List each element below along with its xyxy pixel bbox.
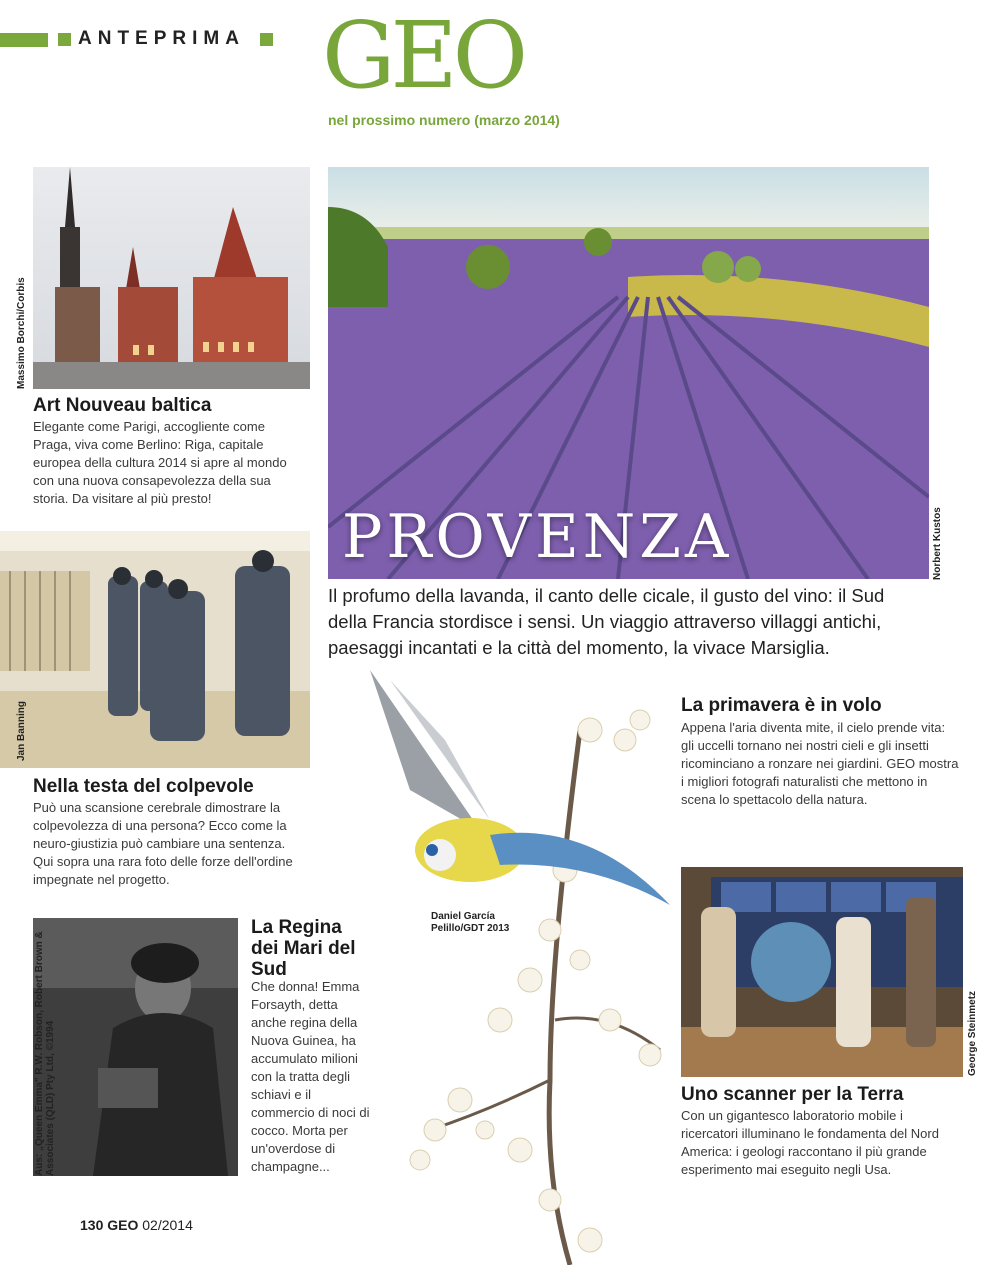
provence-credit: Norbert Kustos: [932, 507, 943, 580]
folio-magazine: GEO: [107, 1217, 139, 1233]
riga-title: Art Nouveau baltica: [33, 395, 212, 416]
guards-photo: [0, 531, 310, 768]
guards-text: Può una scansione cerebrale dimostrare la colpevolezza di una persona? Ecco come la neuro-giustizia può cambiare una sentenza. Qui sopra una rara foto delle forze dell'ordine impegnate nel progetto.: [33, 800, 293, 887]
scanner-text: Con un gigantesco laboratorio mobile i ricercatori illuminano le fondamenta del Nord America: i geologi raccontano il più grande esperimento mai eseguito negli Usa.: [681, 1108, 939, 1177]
scanner-photo: [681, 867, 963, 1077]
section-bar: [0, 33, 48, 47]
provence-title: PROVENZA: [342, 502, 733, 572]
guards-credit: Jan Banning: [16, 700, 27, 761]
folio-issue: 02/2014: [142, 1217, 193, 1233]
bird-title: La primavera è in volo: [681, 695, 882, 716]
riga-photo: [33, 167, 310, 389]
queen-text: Che donna! Emma Forsayth, detta anche regina della Nuova Guinea, ha accumulato milioni con la tratta degli schiavi e il commercio di noci di cocco. Morta per un'overdose di champagne...: [251, 979, 370, 1174]
section-square-left: [58, 33, 71, 46]
page-number: 130: [80, 1217, 104, 1233]
bird-text: Appena l'aria diventa mite, il cielo prende vita: gli uccelli tornano nei nostri cieli e gli insetti ricominciano a ronzare nei giardini. GEO mostra i migliori fotografi naturalisti che mettono in scena lo spettacolo della natura.: [681, 720, 959, 807]
riga-credit: Massimo Borchi/Corbis: [16, 277, 27, 389]
page-folio: [80, 1217, 193, 1233]
section-label: ANTEPRIMA: [78, 28, 245, 49]
scanner-credit: George Steinmetz: [967, 990, 978, 1076]
section-square-right: [260, 33, 273, 46]
guards-title: Nella testa del colpevole: [33, 776, 254, 797]
bird-photo: [350, 660, 680, 1265]
riga-text: Elegante come Parigi, accogliente come Praga, viva come Berlino: Riga, capitale europea della cultura 2014 si apre al mondo con una nuova consapevolezza della sua storia. Da visitare al più presto!: [33, 419, 287, 506]
issue-line: nel prossimo numero (marzo 2014): [328, 112, 560, 128]
scanner-title: Uno scanner per la Terra: [681, 1084, 904, 1105]
geo-logo: GEO: [322, 2, 524, 109]
queen-photo: [33, 918, 238, 1176]
bird-credit: Daniel García Pelillo/GDT 2013: [431, 911, 510, 934]
queen-title: La Regina dei Mari del Sud: [251, 917, 356, 980]
provence-lead: Il profumo della lavanda, il canto delle cicale, il gusto del vino: il Sud della Francia stordisce i sensi. Un viaggio attraverso villaggi antichi, paesaggi incantati e la città del momento, la vivace Marsiglia.: [328, 585, 885, 658]
queen-credit: Aus: „Queen Emma" R.W. Robson, Robert Brown & Associates (QLD) Pty Ltd, ©1994: [34, 931, 56, 1176]
